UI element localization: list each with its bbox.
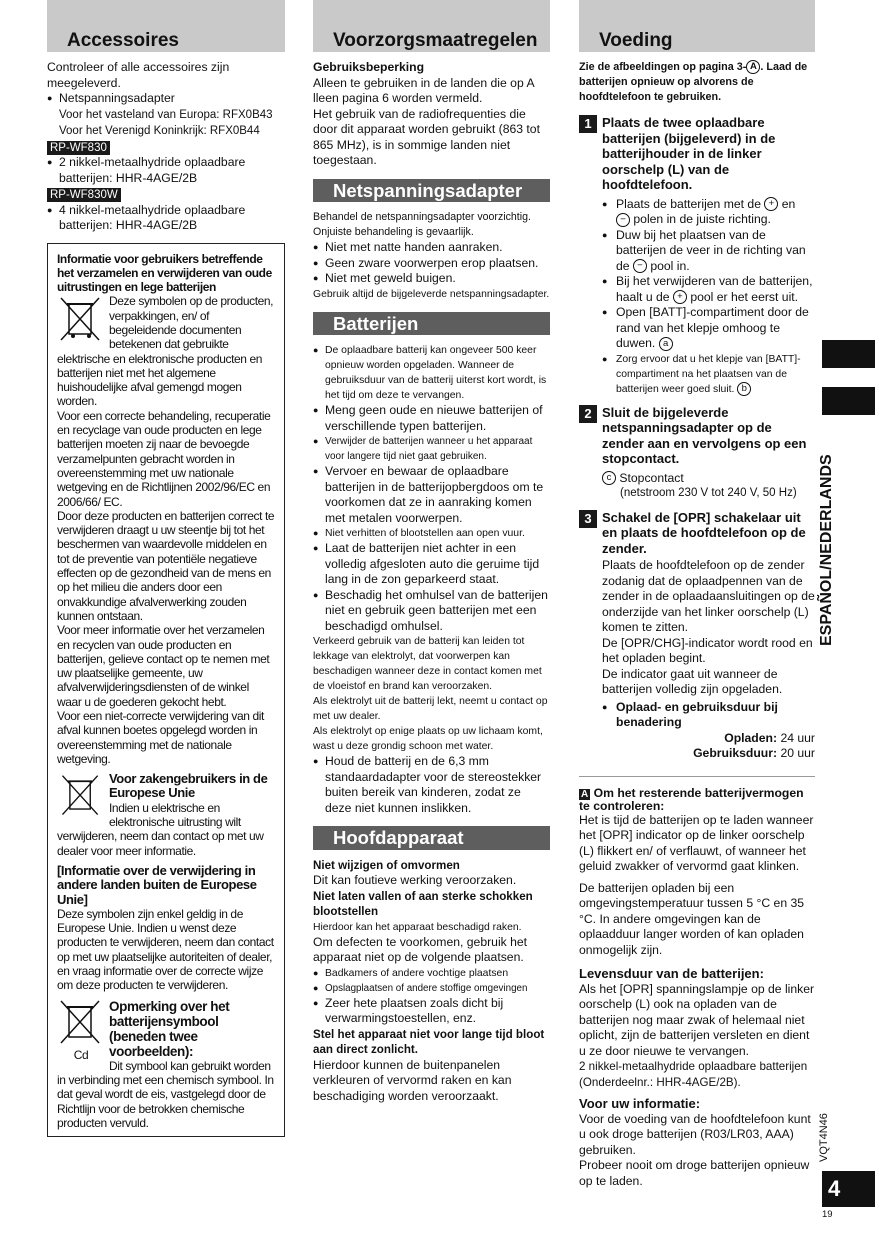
minus-icon: −: [616, 213, 630, 227]
minus-icon: −: [633, 259, 647, 273]
section-header-batteries: Batterijen: [313, 312, 550, 336]
main-text-4: Hierdoor kunnen de buitenpanelen verkleuren of vervormd raken en kan beschadiging worden veroorzaakt.: [313, 1057, 512, 1103]
battery-text-1: Verkeerd gebruik van de batterij kan leiden tot lekkage van elektrolyt, dat voorwerpen kan beschadigen wanneer deze in contact komen met de vloeistof en brand kan veroorzaken.: [313, 636, 542, 692]
step-1-bullet-5: ● Zorg ervoor dat u het klepje van [BATT]-compartiment na het plaatsen van de batterijen weer goed sluit. b: [602, 352, 815, 397]
sidebar-tab-1: [822, 340, 875, 368]
page-number-box: 4: [822, 1171, 875, 1207]
business-users-title: Voor zakengebruikers in de Europese Unie: [109, 771, 268, 801]
disposal-text-4: Voor meer informatie over het verzamelen en recyclen van oude producten en batterijen, gelieve contact op te nemen met uw plaatselijke gemeente, uw afvalverwijderingsdiensten of de winkel waar u de goederen gekocht hebt.: [57, 623, 270, 709]
crossed-bin-icon-battery: [57, 999, 105, 1045]
remaining-title: A Om het resterende batterijvermogen te controleren:: [579, 785, 804, 813]
step-3-text-3: De indicator gaat uit wanneer de batterijen volledig zijn opgeladen.: [602, 666, 783, 696]
accessory-adapter: ● Netspanningsadapter: [47, 91, 285, 107]
main-bold-3: Stel het apparaat niet voor lange tijd bloot aan direct zonlicht.: [313, 1027, 545, 1056]
step-1-details: [579, 197, 815, 397]
remaining-text-2: De batterijen opladen bij een omgevingstemperatuur tussen 5 °C en 35 °C. In andere omgevingen kan de oplaadduur langer worden of kan opladen onmogelijk zijn.: [579, 880, 805, 957]
step-1-bullet-4: ● Open [BATT]-compartiment door de rand van het klepje omhoog te duwen. a: [602, 305, 815, 352]
battery-item-7: ● Beschadig het omhulsel van de batterijen niet en gebruik geen batterijen met een beschadigd omhulsel.: [313, 588, 550, 635]
accessory-batteries-4: ● 4 nikkel-metaalhydride oplaadbare batterijen: HHR-4AGE/2B: [47, 203, 285, 234]
battery-text-3: Als elektrolyt op enige plaats op uw lichaam komt, wast u deze grondig schoon met water.: [313, 726, 543, 752]
step-3-text: Schakel de [OPR] schakelaar uit en plaats de hoofdtelefoon op de zender.: [602, 509, 806, 556]
column-accessories: [47, 0, 285, 1137]
battery-item-last: ● Houd de batterij en de 6,3 mm standaardadapter voor de stereostekker buiten bereik van kinderen, zodat ze deze niet kunnen inslikken.: [313, 754, 550, 816]
figure-ref-c: c: [602, 471, 616, 485]
model-tag-wf830w: RP-WF830W: [47, 188, 121, 202]
plus-icon: +: [764, 197, 778, 211]
crossed-bin-icon-business: [57, 772, 105, 822]
step-1-text: Plaats de twee oplaadbare batterijen (bijgeleverd) in de batterijhouder in de linker oorschelp (L) van de hoofdtelefoon.: [602, 115, 776, 192]
step-1: [579, 115, 815, 193]
main-bold-1: Niet wijzigen of omvormen: [313, 858, 460, 872]
disposal-info-box: [47, 243, 285, 1138]
power-intro-a: Zie de afbeeldingen op pagina 3-: [579, 61, 747, 73]
column-power: [579, 0, 815, 1189]
lifetime-title: Levensduur van de batterijen:: [579, 966, 764, 981]
step-1-number: 1: [579, 115, 597, 133]
adapter-item-3: ● Niet met geweld buigen.: [313, 271, 550, 287]
battery-item-2: ● Meng geen oude en nieuwe batterijen of verschillende typen batterijen.: [313, 403, 550, 434]
doc-code-wrap: [818, 1110, 834, 1166]
step-2: [579, 405, 815, 467]
main-text-1: Dit kan foutieve werking veroorzaken.: [313, 873, 517, 887]
battery-symbol-title: Opmerking over het batterijensymbool (beneden twee voorbeelden):: [109, 998, 230, 1059]
other-countries-text: Deze symbolen zijn enkel geldig in de Europese Unie. Indien u wenst deze producten te verwijderen, neem dan contact op met uw plaatselijke autoriteiten of dealer, en vraag informatie over de correcte wijze om deze producten te verwijderen.: [57, 906, 274, 993]
step-3-text-2: De [OPR/CHG]-indicator wordt rood en het opladen begint.: [602, 635, 813, 665]
page-number-small: 19: [822, 1209, 833, 1220]
cd-label: Cd: [73, 1047, 89, 1062]
lifetime-text: Als het [OPR] spanningslampje op de linker oorschelp (L) ook na opladen van de batterijen nog maar zwak of helemaal niet oplicht, zijn de batterijen versleten en dient u ze door nieuwe te vervangen.: [579, 981, 815, 1058]
step-2-text: Sluit de bijgeleverde netspanningsadapter op de zender aan en vervolgens op een stopcontact.: [602, 404, 807, 466]
disposal-text-1: Deze symbolen op de producten, verpakkingen, en/ of begeleidende documenten betekenen dat gebruikte elektrische en elektronische producten en batterijen niet met het algemene huishoudelijke afval gemengd mogen worden.: [57, 294, 274, 409]
power-intro: [579, 60, 815, 105]
adapter-item-1: ● Niet met natte handen aanraken.: [313, 240, 550, 256]
sidebar-tab-2: [822, 387, 875, 415]
usage-title: Gebruiksbeperking: [313, 60, 425, 74]
step-1-bullet-2: ● Duw bij het plaatsen van de batterijen de veer in de richting van de − pool in.: [602, 228, 815, 275]
outlet-detail: (netstroom 230 V tot 240 V, 50 Hz): [620, 487, 797, 499]
disposal-text-3: Door deze producten en batterijen correct te verwijderen draagt u uw steentje bij tot het beschermen van waardevolle middelen en tot de preventie van potentiële negatieve effecten op de gezondheid van de mens en op het milieu die anders door een onvakkundige afvalverwerking zouden kunnen ontstaan.: [57, 508, 275, 623]
divider: [579, 776, 815, 777]
step-2-details: [579, 471, 815, 502]
business-users-text: Indien u elektrische en elektronische uitrusting wilt verwijderen, neem dan contact op met uw dealer voor meer informatie.: [57, 800, 264, 858]
disposal-text-5: Voor een niet-correcte verwijdering van dit afval kunnen boetes opgelegd worden in overeenstemming met de nationale wetgeving.: [57, 709, 264, 766]
section-header-power: Voeding: [579, 0, 815, 52]
figure-ref-b: b: [737, 382, 751, 396]
doc-code: VQT4N46: [818, 1113, 830, 1162]
adapter-eu: Voor het vasteland van Europa: RFX0B43: [59, 108, 273, 121]
model-tag-wf830: RP-WF830: [47, 141, 110, 155]
section-header-adapter: Netspanningsadapter: [313, 179, 550, 203]
usage-text: Alleen te gebruiken in de landen die op A lleen pagina 6 worden vermeld.: [313, 75, 534, 105]
language-label: ESPAÑOL/NEDERLANDS: [818, 454, 835, 646]
step-3-text-1: Plaats de hoofdtelefoon op de zender zodanig dat de oplaadpennen van de zender in de oplaadaansluitingen op de onderzijde van het linker oorschelp (L) komen te zitten.: [602, 558, 815, 634]
main-text-3: Om defecten te voorkomen, gebruik het apparaat niet op de volgende plaatsen.: [313, 934, 528, 964]
info-text: Voor de voeding van de hoofdtelefoon kunt u ook droge batterijen (R03/LR03, AAA) gebruiken.: [579, 1111, 811, 1157]
battery-item-3: ● Verwijder de batterijen wanneer u het apparaat voor langere tijd niet gaat gebruiken.: [313, 434, 550, 464]
use-time: Gebruiksduur: 20 uur: [693, 746, 815, 760]
disposal-title: Informatie voor gebruikers betreffende het verzamelen en verwijderen van oude uitrustingen en lege batterijen: [57, 251, 272, 295]
battery-item-5: ● Niet verhitten of blootstellen aan open vuur.: [313, 526, 550, 541]
section-header-precautions: Voorzorgsmaatregelen: [313, 0, 550, 52]
plus-icon: +: [673, 290, 687, 304]
battery-text-2: Als elektrolyt uit de batterij lekt, neemt u contact op met uw dealer.: [313, 696, 548, 722]
main-bold-2: Niet laten vallen of aan sterke schokken blootstellen: [313, 889, 533, 918]
adapter-note: Gebruik altijd de bijgeleverde netspanningsadapter.: [313, 288, 550, 300]
main-item-3: ● Zeer hete plaatsen zoals dicht bij verwarmingstoestellen, enz.: [313, 996, 550, 1027]
info-text-2: Probeer nooit om droge batterijen opnieuw op te laden.: [579, 1158, 810, 1188]
adapter-item-2: ● Geen zware voorwerpen erop plaatsen.: [313, 256, 550, 272]
section-header-accessories: Accessoires: [47, 0, 285, 52]
outlet-label: c Stopcontact: [602, 471, 815, 487]
language-label-wrap: [815, 420, 843, 648]
power-intro-b: . Laad de batterijen opnieuw op alvorens de hoofdtelefoon te gebruiken.: [579, 61, 808, 103]
battery-item-6: ● Laat de batterijen niet achter in een volledig afgesloten auto die geruime tijd lang in de zon geparkeerd staat.: [313, 541, 550, 588]
lifetime-text-2: 2 nikkel-metaalhydride oplaadbare batterijen (Onderdeelnr.: HHR-4AGE/2B).: [579, 1060, 808, 1089]
step-2-number: 2: [579, 405, 597, 423]
adapter-intro: Behandel de netspanningsadapter voorzichtig. Onjuiste behandeling is gevaarlijk.: [313, 211, 531, 238]
section-header-main-unit: Hoofdapparaat: [313, 826, 550, 850]
other-countries-title: [Informatie over de verwijdering in andere landen buiten de Europese Unie]: [57, 862, 257, 907]
battery-item-1: ● De oplaadbare batterij kan ongeveer 500 keer opnieuw worden opgeladen. Wanneer de gebruiksduur van de batterij uiterst kort wordt, is het tijd om deze te vervangen.: [313, 343, 550, 403]
accessories-intro: Controleer of alle accessoires zijn meegeleverd.: [47, 60, 230, 90]
charge-time-title: ● Oplaad- en gebruiksduur bij benadering: [602, 700, 815, 731]
crossed-bin-icon: [57, 294, 105, 348]
charge-time: Opladen: 24 uur: [724, 730, 815, 745]
main-item-1: ● Badkamers of andere vochtige plaatsen: [313, 966, 550, 981]
remaining-text: Het is tijd de batterijen op te laden wanneer het [OPR] indicator op de linker oorschelp (L) flikkert en/ of verflauwt, of wanneer het geluid zwakker of vervormd gaat klinken.: [579, 812, 814, 873]
adapter-uk: Voor het Verenigd Koninkrijk: RFX0B44: [59, 124, 260, 137]
battery-item-4: ● Vervoer en bewaar de oplaadbare batterijen in de batterijopbergdoos om te voorkomen dat ze in aanraking komen met metalen voorwerpen.: [313, 464, 550, 526]
main-text-2: Hierdoor kan het apparaat beschadigd raken.: [313, 921, 522, 933]
disposal-text-2: Voor een correcte behandeling, recuperatie en recyclage van oude producten en lege batterijen moeten zij naar de bevoegde verzamelpunten gebracht worden in overeenstemming met uw nationale wetgeving en de Richtlijnen 2002/96/EC en 2006/66/ EC.: [57, 408, 271, 509]
step-3-number: 3: [579, 510, 597, 528]
accessory-batteries-2: ● 2 nikkel-metaalhydride oplaadbare batterijen: HHR-4AGE/2B: [47, 155, 285, 186]
usage-text-2: Het gebruik van de radiofrequenties die door dit apparaat worden gebruikt (863 tot 865 MHz), is in sommige landen niet toegestaan.: [313, 106, 540, 167]
step-1-bullet-1: ● Plaats de batterijen met de + en − polen in de juiste richting.: [602, 197, 815, 228]
info-title: Voor uw informatie:: [579, 1096, 701, 1111]
main-item-2: ● Opslagplaatsen of andere stoffige omgevingen: [313, 981, 550, 996]
step-1-bullet-3: ● Bij het verwijderen van de batterijen, haalt u de + pool er het eerst uit.: [602, 274, 815, 305]
step-3-details: [579, 558, 815, 762]
step-3: [579, 510, 815, 557]
column-precautions: [313, 0, 550, 1104]
figure-ref-a-small: a: [659, 337, 673, 351]
section-ref-a: A: [581, 788, 589, 800]
battery-symbol-text: Dit symbool kan gebruikt worden in verbinding met een chemisch symbool. In dat geval wordt de eis, vastgelegd door de Richtlijn voor de betrokken chemische producten vervuld.: [57, 1058, 274, 1130]
figure-ref-a: A: [746, 60, 760, 74]
